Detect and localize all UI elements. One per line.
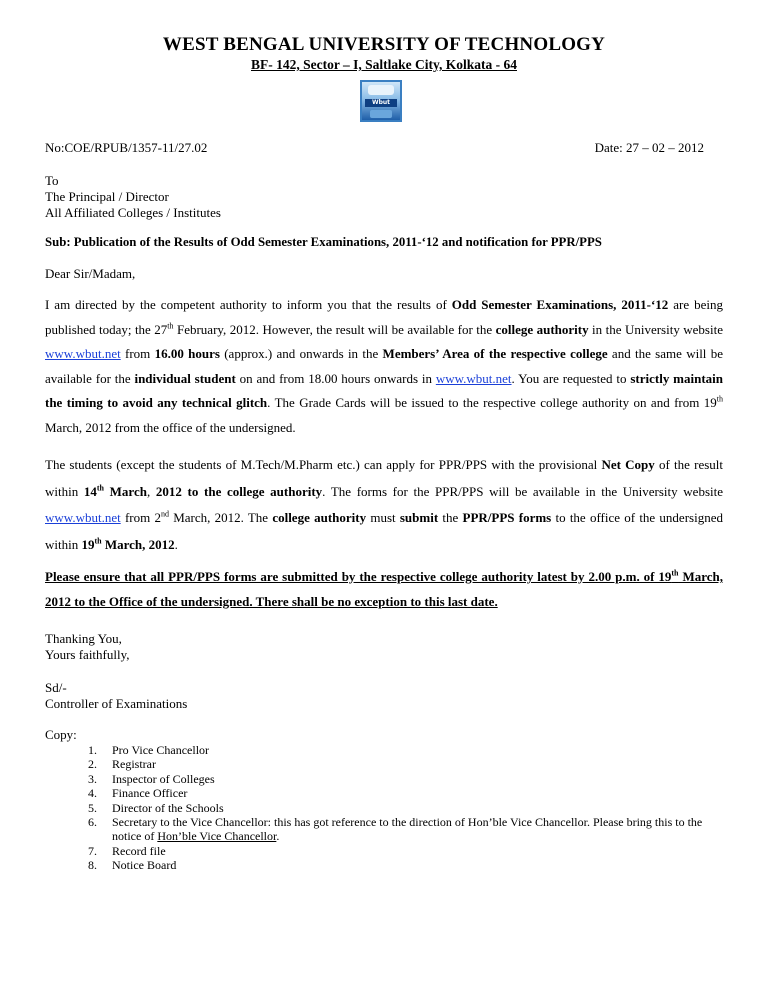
list-text: Notice Board	[112, 858, 177, 873]
superscript: th	[167, 321, 174, 331]
list-text: Secretary to the Vice Chancellor: this has got reference to the direction of Hon’ble Vice Chancellor. Please bring this to the notice of	[112, 815, 703, 844]
list-text: Inspector of Colleges	[112, 771, 215, 786]
text: .	[174, 536, 178, 552]
text: and the same will be available for the	[45, 346, 723, 386]
list-item	[88, 844, 728, 858]
logo-crest	[368, 85, 394, 95]
bold-text: PPR/PPS forms	[462, 510, 552, 525]
copy-list	[88, 743, 728, 873]
bold-text: 19	[81, 536, 95, 552]
list-number: 1.	[88, 743, 97, 757]
list-item	[88, 801, 728, 815]
list-text: Director of the Schools	[112, 800, 224, 815]
paragraph-ppr-pps	[45, 452, 723, 558]
text: March, 2012. The	[168, 510, 273, 525]
bold-text: Net Copy	[601, 457, 655, 472]
closing-block	[45, 631, 130, 663]
superscript: th	[96, 483, 104, 493]
superscript: th	[671, 568, 679, 578]
recipient-block	[45, 173, 221, 221]
list-text: Record file	[112, 843, 166, 858]
logo-text: Wbut	[365, 99, 397, 107]
logo-base	[370, 110, 392, 118]
list-number: 4.	[88, 786, 97, 801]
list-item	[88, 786, 728, 800]
text: I am directed by the competent authority to inform you that the results of	[45, 297, 452, 312]
text: March, 2012 from the office of the undersigned.	[45, 419, 296, 435]
paragraph-deadline-notice	[45, 565, 723, 614]
list-item	[88, 743, 728, 757]
university-address: BF- 142, Sector – I, Saltlake City, Kolkata - 64	[251, 57, 517, 72]
subject-line: Sub: Publication of the Results of Odd Semester Examinations, 2011-‘12 and notification for PPR/PPS	[45, 235, 602, 249]
text: from	[120, 346, 155, 362]
paragraph-results	[45, 293, 723, 441]
superscript: th	[716, 395, 724, 405]
list-text: Pro Vice Chancellor	[112, 743, 210, 757]
closing-regards: Yours faithfully,	[45, 647, 130, 662]
bold-text: strictly maintain the timing to avoid any technical glitch	[45, 370, 723, 411]
bold-text: 2012 to the college authority	[155, 483, 323, 499]
list-item	[88, 757, 728, 771]
list-number: 5.	[88, 800, 97, 815]
list-number: 3.	[88, 771, 97, 786]
text: must	[366, 510, 400, 525]
text: on and from 18.00 hours onwards in	[235, 370, 436, 386]
list-text: Finance Officer	[112, 786, 188, 801]
text: from 2	[120, 510, 161, 525]
superscript: th	[94, 536, 102, 546]
bold-text: 16.00 hours	[154, 346, 220, 362]
bold-text: college authority	[272, 510, 367, 525]
text: March, 2012 to the Office of the undersigned. There shall be no exception to this last date.	[45, 569, 723, 609]
website-link[interactable]: www.wbut.net	[45, 510, 121, 525]
underlined-text: Hon’ble Vice Chancellor	[157, 829, 277, 844]
text: the	[438, 510, 463, 525]
text: The students (except the students of M.Tech/M.Pharm etc.) can apply for PPR/PPS with the provisional	[45, 457, 602, 472]
bold-text: March, 2012	[101, 536, 175, 552]
closing-thanks: Thanking You,	[45, 631, 122, 646]
text: . The Grade Cards will be issued to the respective college authority on and from 19	[267, 395, 717, 411]
bold-text: Odd Semester Examinations, 2011-‘12	[451, 297, 669, 312]
signature-block	[45, 680, 187, 712]
copy-label: Copy:	[45, 727, 77, 742]
bold-text: March	[104, 483, 147, 499]
university-title: WEST BENGAL UNIVERSITY OF TECHNOLOGY	[162, 34, 606, 55]
bold-text: 14	[83, 483, 97, 499]
text: ,	[146, 483, 156, 499]
website-link[interactable]: www.wbut.net	[45, 346, 121, 362]
text: . You are requested to	[511, 370, 631, 386]
university-logo	[360, 80, 402, 122]
list-item	[88, 815, 728, 844]
text: in the University website	[588, 321, 723, 337]
list-number: 2.	[88, 757, 97, 772]
recipient-to: To	[45, 173, 59, 188]
bold-text: submit	[399, 510, 439, 525]
signature-mark: Sd/-	[45, 680, 67, 695]
list-number: 6.	[88, 815, 97, 830]
list-text-end: .	[276, 829, 280, 844]
bold-text: college authority	[495, 321, 589, 337]
text: are being published today; the 27	[45, 297, 723, 337]
bold-text: individual student	[134, 370, 236, 386]
superscript: nd	[160, 509, 169, 519]
list-item	[88, 772, 728, 786]
list-number: 7.	[88, 843, 97, 858]
list-item	[88, 858, 728, 872]
salutation: Dear Sir/Madam,	[45, 266, 136, 281]
text: Please ensure that all PPR/PPS forms are submitted by the respective college authority latest by 2.00 p.m. of 19	[45, 569, 672, 584]
reference-number: No:COE/RPUB/1357-11/27.02	[45, 140, 208, 155]
bold-text: Members’ Area of the respective college	[382, 346, 608, 362]
list-text: Registrar	[112, 757, 156, 772]
text: February, 2012. However, the result will be available for the	[173, 321, 496, 337]
text: to the office of the undersigned within	[45, 510, 723, 552]
text: . The forms for the PPR/PPS will be available in the University website	[322, 483, 723, 499]
text: of the result within	[45, 457, 723, 499]
website-link[interactable]: www.wbut.net	[435, 370, 512, 386]
list-number: 8.	[88, 858, 97, 873]
recipient-title: The Principal / Director	[45, 189, 169, 204]
text: (approx.) and onwards in the	[219, 346, 383, 362]
recipient-org: All Affiliated Colleges / Institutes	[45, 205, 221, 220]
signatory-title: Controller of Examinations	[45, 696, 188, 711]
letter-date: Date: 27 – 02 – 2012	[594, 140, 704, 155]
